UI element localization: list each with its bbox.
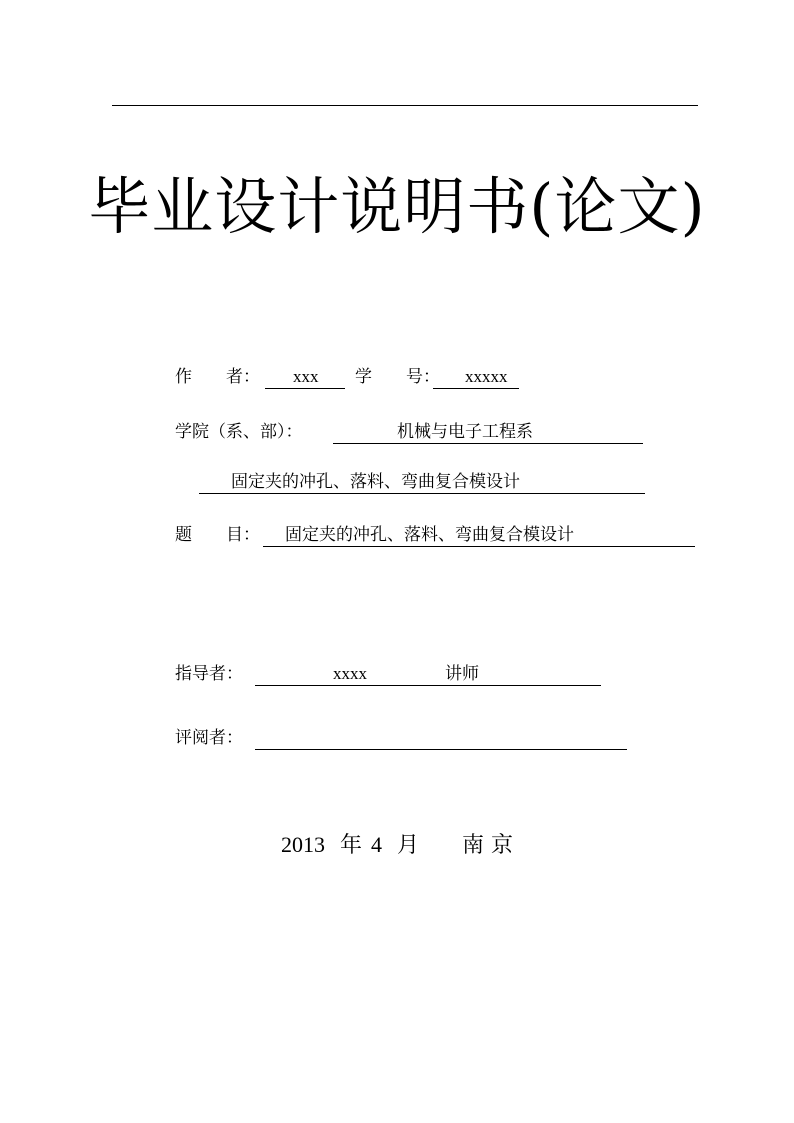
reviewer-label: 评阅者： (175, 728, 243, 748)
date-month-unit: 月 (397, 833, 420, 858)
college-row (175, 421, 645, 445)
topic-label: 题 目： (175, 525, 260, 545)
author-field (265, 366, 345, 389)
date-year: 2013 (280, 832, 325, 857)
author-row (175, 366, 535, 390)
reviewer-field (255, 727, 627, 750)
topic-row (175, 524, 697, 548)
college-label: 学院（系、部）： (175, 422, 303, 442)
author-label: 作 者： (175, 367, 260, 387)
subtitle-row (199, 471, 647, 495)
topic-field (263, 524, 695, 547)
topic-value: 固定夹的冲孔、落料、弯曲复合模设计 (285, 525, 574, 545)
student-id-value: xxxxx (465, 367, 508, 386)
date-month: 4 (371, 832, 382, 857)
student-id-field (433, 366, 519, 389)
document-title: 毕业设计说明书(论文) (88, 170, 706, 243)
date-year-unit: 年 (339, 833, 362, 858)
advisor-field (255, 663, 601, 686)
college-field (333, 421, 643, 444)
college-value: 机械与电子工程系 (397, 422, 533, 442)
subtitle-field (199, 471, 645, 494)
advisor-name: xxxx (333, 664, 367, 683)
advisor-row (175, 663, 605, 687)
author-value: xxx (293, 367, 319, 386)
student-id-label: 学 号： (355, 367, 440, 387)
date-line (0, 830, 794, 861)
reviewer-row (175, 727, 635, 751)
date-place: 南 京 (462, 833, 514, 858)
advisor-label: 指导者： (175, 664, 243, 684)
advisor-rank: 讲师 (445, 664, 479, 684)
subtitle-value: 固定夹的冲孔、落料、弯曲复合模设计 (231, 472, 520, 492)
top-rule (112, 105, 698, 106)
